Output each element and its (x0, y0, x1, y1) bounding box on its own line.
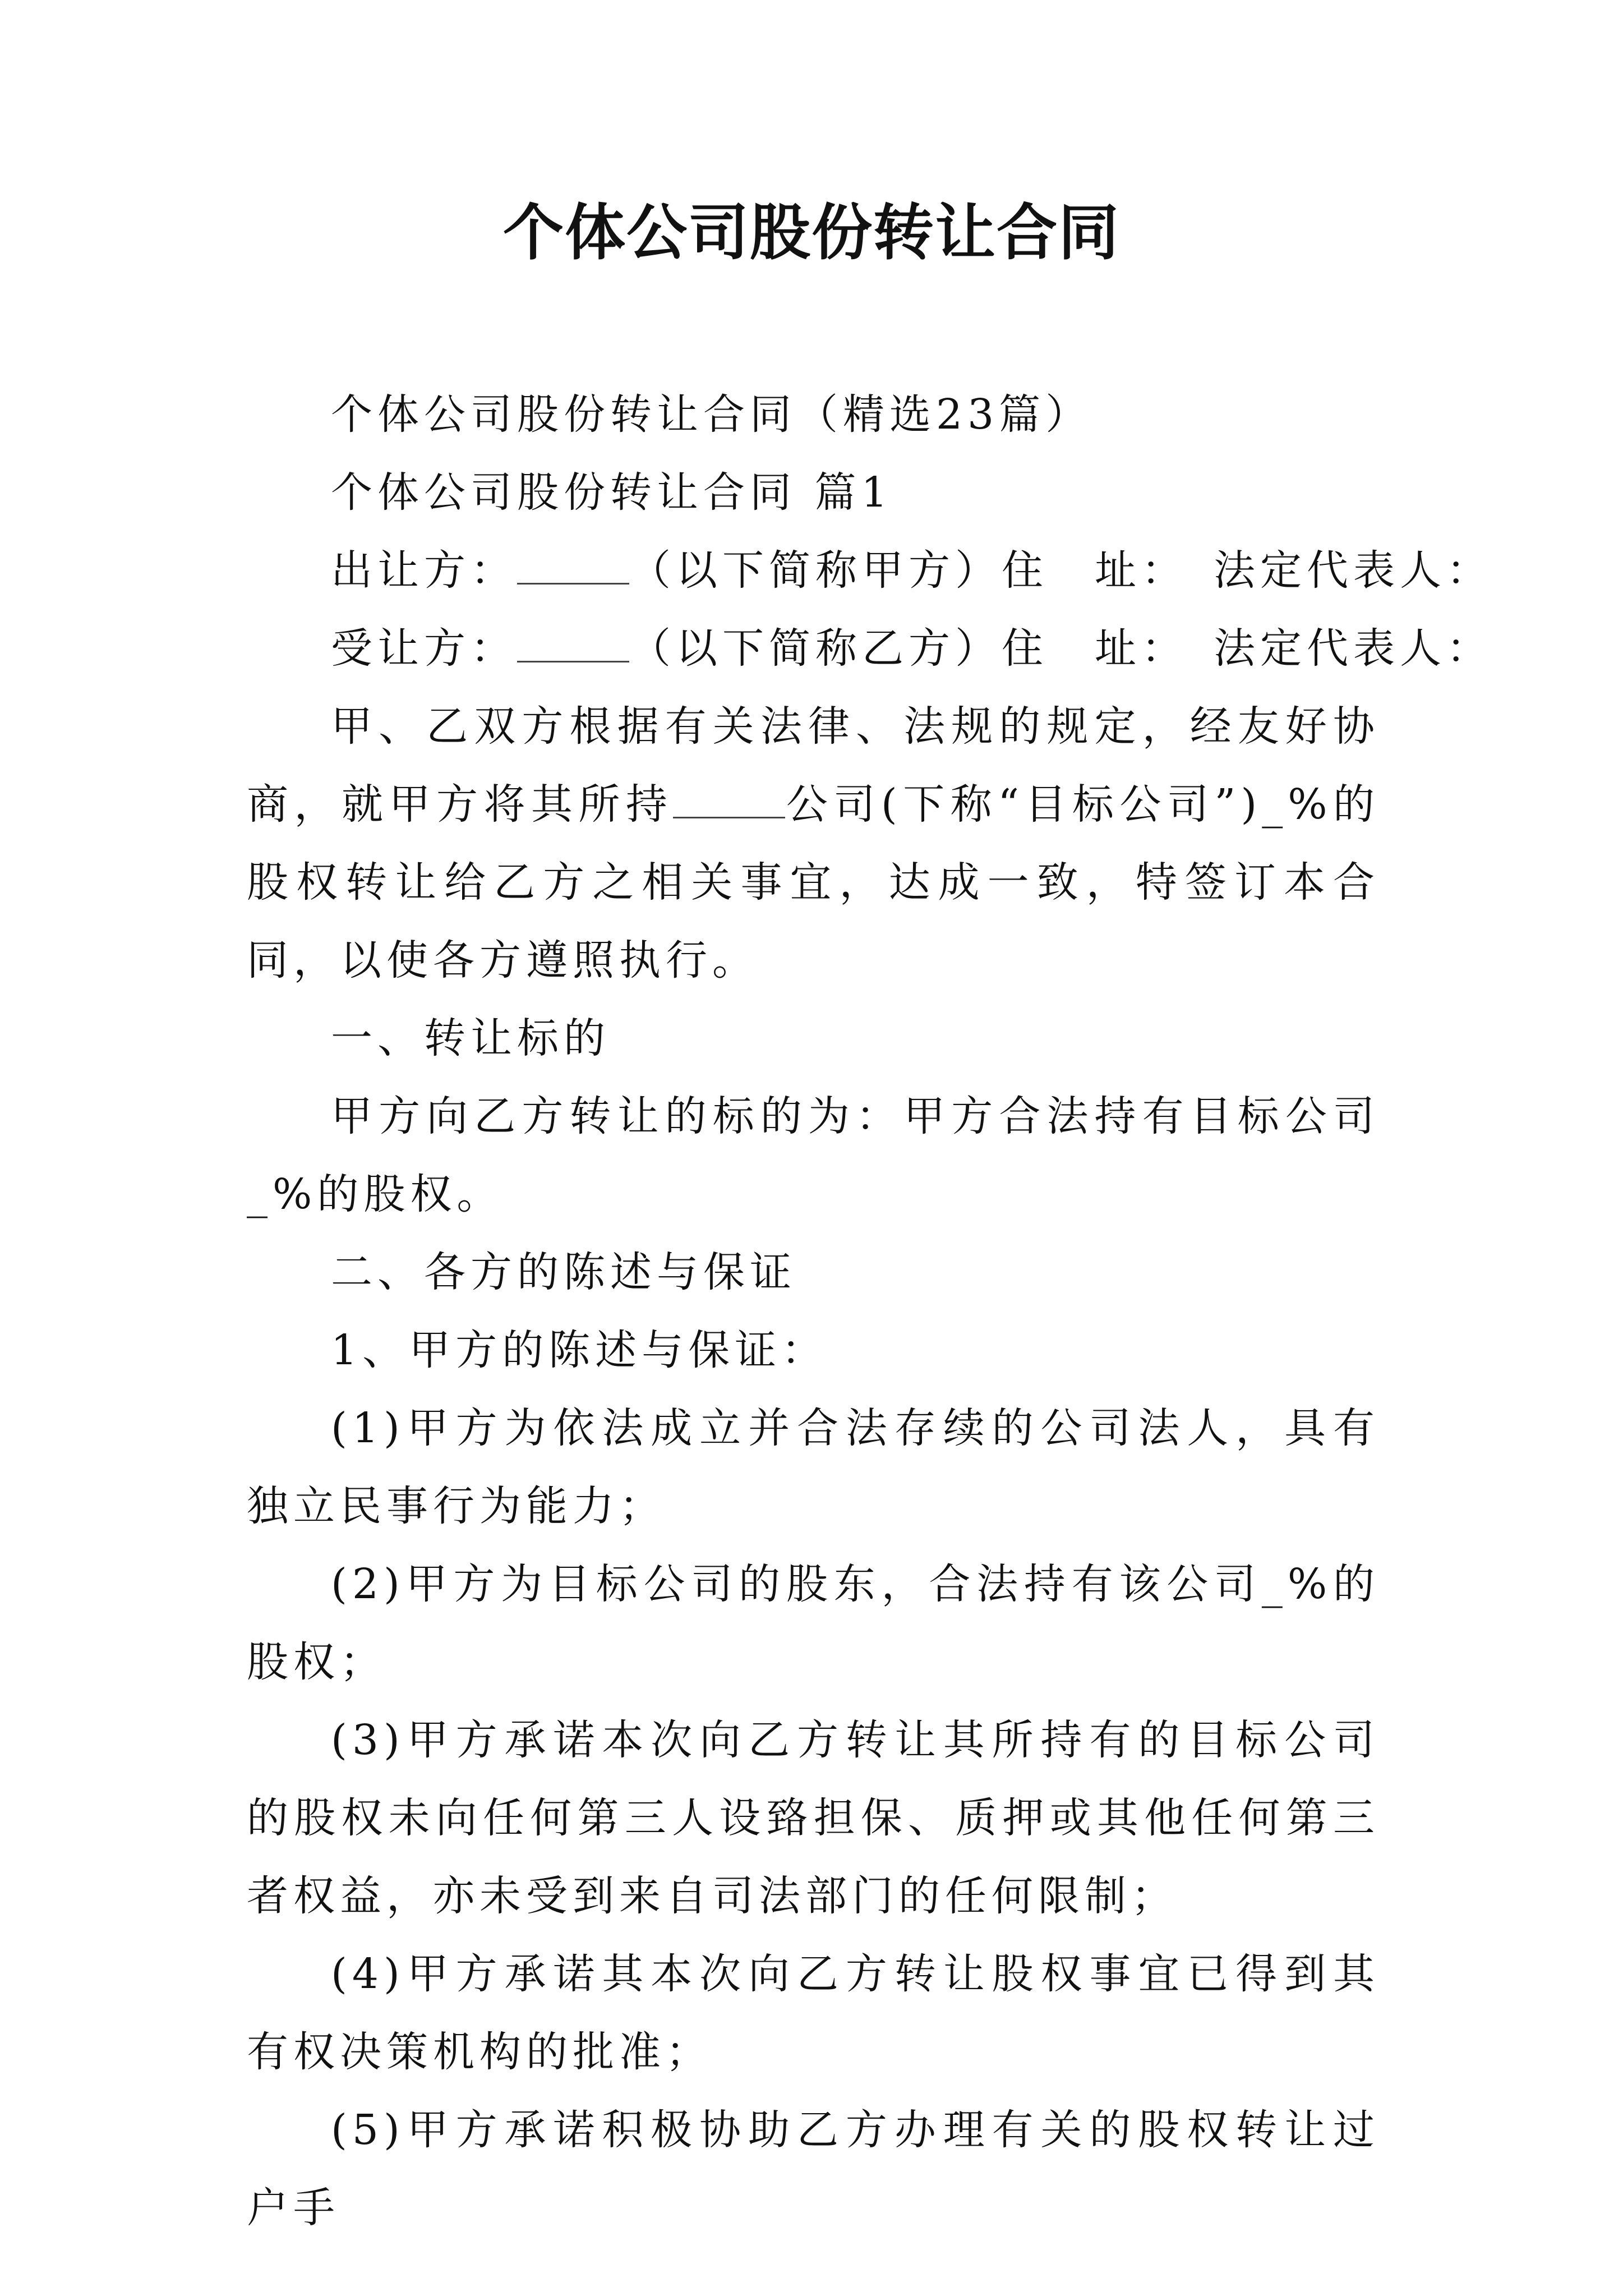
document-title: 个体公司股份转让合同 (502, 197, 1120, 268)
clause-item: (4)甲方承诺其本次向乙方转让股权事宜已得到其有权决策机构的批准； (247, 1950, 1380, 2076)
transferee-blank (517, 627, 629, 662)
transferor-label: 出让方： (331, 546, 517, 595)
clause-item: (1)甲方为依法成立并合法存续的公司法人，具有独立民事行为能力； (247, 1404, 1380, 1530)
subtitle: 个体公司股份转让合同（精选23篇） (331, 390, 1092, 439)
company-blank (673, 783, 785, 818)
transferee-label: 受让方： (331, 624, 517, 673)
transferee-suffix: （以下简称乙方）住 址： 法定代表人： (629, 624, 1493, 673)
clause2-heading: 二、各方的陈述与保证 (331, 1248, 796, 1296)
clause-item: (2)甲方为目标公司的股东，合法持有该公司_%的股权； (247, 1560, 1380, 1686)
intro-part2: 公司(下称“目标公司”)_%的股权转让给乙方之相关事宜，达成一致，特签订本合同，以使各方遵照执行。 (247, 780, 1380, 984)
transferee-line (247, 610, 1493, 688)
clause-item: (3)甲方承诺本次向乙方转让其所持有的目标公司的股权未向任何第三人设臵担保、质押或其他任何第三者权益，亦未受到来自司法部门的任何限制； (247, 1716, 1380, 1920)
clause2-subheading: 1、甲方的陈述与保证： (331, 1326, 828, 1374)
intro-paragraph (247, 688, 1380, 1000)
transferor-blank (517, 549, 629, 585)
section-heading: 个体公司股份转让合同 篇1 (331, 468, 893, 517)
clause1-text: 甲方向乙方转让的标的为：甲方合法持有目标公司_%的股权。 (247, 1092, 1380, 1218)
transferor-suffix: （以下简称甲方）住 址： 法定代表人： (629, 546, 1493, 595)
intro-part1: 甲、乙双方根据有关法律、法规的规定，经友好协商，就甲方将其所持 (247, 702, 1380, 829)
document-body (247, 376, 1493, 2247)
clause1-heading: 一、转让标的 (331, 1014, 610, 1062)
transferor-line (247, 532, 1493, 610)
clause-item: (5)甲方承诺积极协助乙方办理有关的股权转让过户手 (247, 2106, 1380, 2232)
